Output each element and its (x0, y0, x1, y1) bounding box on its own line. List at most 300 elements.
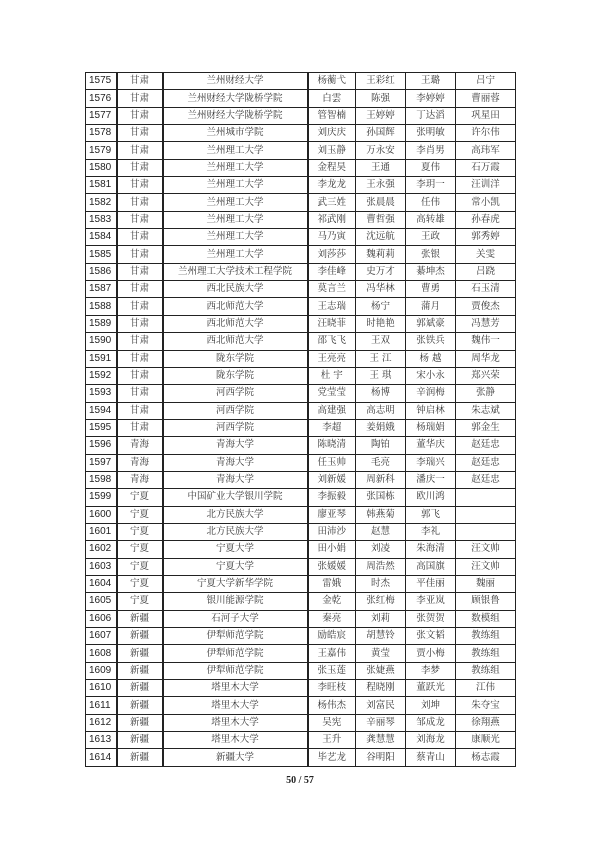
school-cell: 西北师范大学 (163, 333, 308, 350)
member-2-cell: 张晨晨 (356, 194, 406, 211)
member-2-cell: 时艳艳 (356, 315, 406, 332)
member-1-cell: 刘莎莎 (308, 246, 356, 263)
table-body (86, 73, 516, 767)
member-2-cell: 陈强 (356, 90, 406, 107)
member-2-cell: 毛亮 (356, 454, 406, 471)
school-cell: 塔里木大学 (163, 732, 308, 749)
member-2-cell: 谷明阳 (356, 749, 406, 766)
member-2-cell: 辛丽琴 (356, 714, 406, 731)
member-1-cell: 邵飞飞 (308, 333, 356, 350)
row-number-cell: 1575 (86, 73, 117, 90)
province-cell: 新疆 (117, 714, 163, 731)
table-row (86, 177, 516, 194)
member-1-cell: 杨伟杰 (308, 697, 356, 714)
school-cell: 兰州城市学院 (163, 125, 308, 142)
member-3-cell: 欧川鸿 (406, 489, 456, 506)
member-3-cell: 贾小梅 (406, 645, 456, 662)
member-3-cell: 张贺贺 (406, 610, 456, 627)
member-3-cell: 张文韬 (406, 628, 456, 645)
row-number-cell: 1608 (86, 645, 117, 662)
school-cell: 宁夏大学新华学院 (163, 575, 308, 592)
member-1-cell: 武三姓 (308, 194, 356, 211)
advisor-cell: 赵廷忠 (456, 437, 516, 454)
member-1-cell: 吴宪 (308, 714, 356, 731)
member-1-cell: 李振毅 (308, 489, 356, 506)
advisor-cell: 巩星田 (456, 107, 516, 124)
province-cell: 甘肃 (117, 419, 163, 436)
row-number-cell: 1583 (86, 211, 117, 228)
advisor-cell: 朱夺宝 (456, 697, 516, 714)
table-row (86, 333, 516, 350)
member-2-cell: 时杰 (356, 575, 406, 592)
advisor-cell: 汪文帅 (456, 541, 516, 558)
member-1-cell: 毕艺龙 (308, 749, 356, 766)
table-row (86, 211, 516, 228)
member-2-cell: 高志明 (356, 402, 406, 419)
advisor-cell: 朱志斌 (456, 402, 516, 419)
province-cell: 宁夏 (117, 489, 163, 506)
province-cell: 甘肃 (117, 159, 163, 176)
member-2-cell: 刘凌 (356, 541, 406, 558)
advisor-cell: 魏丽 (456, 575, 516, 592)
advisor-cell: 吕宁 (456, 73, 516, 90)
member-3-cell: 蒲月 (406, 298, 456, 315)
member-3-cell: 宋小永 (406, 367, 456, 384)
member-2-cell: 王永强 (356, 177, 406, 194)
member-1-cell: 党莹莹 (308, 385, 356, 402)
member-2-cell: 王双 (356, 333, 406, 350)
row-number-cell: 1594 (86, 402, 117, 419)
member-1-cell: 张媛媛 (308, 558, 356, 575)
table-row (86, 73, 516, 90)
advisor-cell: 汪训洋 (456, 177, 516, 194)
table-row (86, 558, 516, 575)
advisor-cell: 江伟 (456, 680, 516, 697)
row-number-cell: 1600 (86, 506, 117, 523)
member-3-cell: 任伟 (406, 194, 456, 211)
row-number-cell: 1610 (86, 680, 117, 697)
province-cell: 宁夏 (117, 575, 163, 592)
province-cell: 甘肃 (117, 211, 163, 228)
advisor-cell: 高玮军 (456, 142, 516, 159)
member-2-cell: 王 琪 (356, 367, 406, 384)
member-3-cell: 杨瑞娟 (406, 419, 456, 436)
member-2-cell: 杨宁 (356, 298, 406, 315)
province-cell: 青海 (117, 471, 163, 488)
province-cell: 甘肃 (117, 246, 163, 263)
table-row (86, 697, 516, 714)
school-cell: 青海大学 (163, 471, 308, 488)
member-2-cell: 姜娟娥 (356, 419, 406, 436)
province-cell: 甘肃 (117, 107, 163, 124)
province-cell: 青海 (117, 454, 163, 471)
province-cell: 新疆 (117, 749, 163, 766)
member-2-cell: 赵慧 (356, 523, 406, 540)
member-1-cell: 刘庆庆 (308, 125, 356, 142)
row-number-cell: 1606 (86, 610, 117, 627)
member-3-cell: 潘庆一 (406, 471, 456, 488)
member-1-cell: 杨蘅弋 (308, 73, 356, 90)
member-2-cell: 张国栋 (356, 489, 406, 506)
row-number-cell: 1612 (86, 714, 117, 731)
row-number-cell: 1593 (86, 385, 117, 402)
table-row (86, 541, 516, 558)
school-cell: 兰州理工大学 (163, 142, 308, 159)
school-cell: 兰州理工大学 (163, 159, 308, 176)
member-3-cell: 高国旗 (406, 558, 456, 575)
table-row (86, 489, 516, 506)
member-3-cell: 钟启林 (406, 402, 456, 419)
school-cell: 石河子大学 (163, 610, 308, 627)
member-2-cell: 周新科 (356, 471, 406, 488)
advisor-cell: 魏伟一 (456, 333, 516, 350)
member-2-cell: 王婷婷 (356, 107, 406, 124)
member-1-cell: 李龙龙 (308, 177, 356, 194)
school-cell: 兰州理工大学技术工程学院 (163, 263, 308, 280)
province-cell: 甘肃 (117, 125, 163, 142)
school-cell: 伊犁师范学院 (163, 628, 308, 645)
member-3-cell: 郭飞 (406, 506, 456, 523)
member-1-cell: 李佳峰 (308, 263, 356, 280)
member-3-cell: 李肖男 (406, 142, 456, 159)
advisor-cell: 数模组 (456, 610, 516, 627)
province-cell: 宁夏 (117, 558, 163, 575)
province-cell: 甘肃 (117, 315, 163, 332)
row-number-cell: 1614 (86, 749, 117, 766)
advisor-cell: 教练组 (456, 628, 516, 645)
member-1-cell: 田小娟 (308, 541, 356, 558)
advisor-cell: 赵廷忠 (456, 471, 516, 488)
advisor-cell: 冯慧芳 (456, 315, 516, 332)
member-3-cell: 夏伟 (406, 159, 456, 176)
member-1-cell: 王志瑞 (308, 298, 356, 315)
row-number-cell: 1591 (86, 350, 117, 367)
member-1-cell: 廖亚琴 (308, 506, 356, 523)
school-cell: 兰州理工大学 (163, 211, 308, 228)
member-1-cell: 李超 (308, 419, 356, 436)
advisor-cell: 许尔伟 (456, 125, 516, 142)
school-cell: 河西学院 (163, 402, 308, 419)
member-2-cell: 杨博 (356, 385, 406, 402)
member-3-cell: 李亚岚 (406, 593, 456, 610)
table-row (86, 645, 516, 662)
advisor-cell: 周华龙 (456, 350, 516, 367)
province-cell: 新疆 (117, 645, 163, 662)
table-row (86, 714, 516, 731)
school-cell: 银川能源学院 (163, 593, 308, 610)
row-number-cell: 1584 (86, 229, 117, 246)
advisor-cell (456, 523, 516, 540)
advisor-cell (456, 489, 516, 506)
school-cell: 兰州理工大学 (163, 246, 308, 263)
row-number-cell: 1581 (86, 177, 117, 194)
school-cell: 伊犁师范学院 (163, 645, 308, 662)
member-1-cell: 金乾 (308, 593, 356, 610)
member-3-cell: 李婷婷 (406, 90, 456, 107)
table-row (86, 194, 516, 211)
table-row (86, 125, 516, 142)
row-number-cell: 1579 (86, 142, 117, 159)
table-row (86, 419, 516, 436)
table-row (86, 350, 516, 367)
province-cell: 宁夏 (117, 506, 163, 523)
province-cell: 新疆 (117, 680, 163, 697)
school-cell: 宁夏大学 (163, 558, 308, 575)
province-cell: 新疆 (117, 697, 163, 714)
row-number-cell: 1604 (86, 575, 117, 592)
province-cell: 新疆 (117, 662, 163, 679)
row-number-cell: 1601 (86, 523, 117, 540)
row-number-cell: 1611 (86, 697, 117, 714)
school-cell: 西北师范大学 (163, 298, 308, 315)
school-cell: 陇东学院 (163, 367, 308, 384)
member-3-cell: 蔡青山 (406, 749, 456, 766)
advisor-cell: 常小凯 (456, 194, 516, 211)
member-2-cell: 张婕燕 (356, 662, 406, 679)
member-3-cell: 辛润梅 (406, 385, 456, 402)
row-number-cell: 1578 (86, 125, 117, 142)
member-2-cell: 胡慧铃 (356, 628, 406, 645)
row-number-cell: 1587 (86, 281, 117, 298)
advisor-cell (456, 506, 516, 523)
member-3-cell: 朱海清 (406, 541, 456, 558)
table-row (86, 593, 516, 610)
page-number: 50 / 57 (286, 775, 314, 786)
member-2-cell: 王 江 (356, 350, 406, 367)
member-3-cell: 王政 (406, 229, 456, 246)
province-cell: 甘肃 (117, 298, 163, 315)
table-row (86, 662, 516, 679)
school-cell: 新疆大学 (163, 749, 308, 766)
member-2-cell: 孙国辉 (356, 125, 406, 142)
member-1-cell: 雷娥 (308, 575, 356, 592)
table-row (86, 523, 516, 540)
member-3-cell: 张明敏 (406, 125, 456, 142)
school-cell: 中国矿业大学银川学院 (163, 489, 308, 506)
member-1-cell: 王升 (308, 732, 356, 749)
member-2-cell: 张红梅 (356, 593, 406, 610)
member-2-cell: 程晓刚 (356, 680, 406, 697)
row-number-cell: 1605 (86, 593, 117, 610)
row-number-cell: 1596 (86, 437, 117, 454)
school-cell: 北方民族大学 (163, 523, 308, 540)
school-cell: 塔里木大学 (163, 680, 308, 697)
member-1-cell: 张玉莲 (308, 662, 356, 679)
row-number-cell: 1576 (86, 90, 117, 107)
table-row (86, 454, 516, 471)
advisor-cell: 汪文帅 (456, 558, 516, 575)
table-row (86, 732, 516, 749)
member-3-cell: 曹勇 (406, 281, 456, 298)
member-3-cell: 平佳丽 (406, 575, 456, 592)
province-cell: 甘肃 (117, 367, 163, 384)
member-3-cell: 李梦 (406, 662, 456, 679)
row-number-cell: 1599 (86, 489, 117, 506)
school-cell: 北方民族大学 (163, 506, 308, 523)
member-2-cell: 陶铂 (356, 437, 406, 454)
member-2-cell: 龚慧慧 (356, 732, 406, 749)
row-number-cell: 1592 (86, 367, 117, 384)
school-cell: 河西学院 (163, 419, 308, 436)
member-3-cell: 董跃光 (406, 680, 456, 697)
member-2-cell: 史万才 (356, 263, 406, 280)
table-row (86, 610, 516, 627)
advisor-cell: 康顺光 (456, 732, 516, 749)
member-2-cell: 王彩红 (356, 73, 406, 90)
table-row (86, 575, 516, 592)
school-cell: 青海大学 (163, 437, 308, 454)
table-row (86, 298, 516, 315)
school-cell: 塔里木大学 (163, 697, 308, 714)
member-1-cell: 王嘉伟 (308, 645, 356, 662)
award-table (85, 72, 516, 767)
advisor-cell: 顾银鲁 (456, 593, 516, 610)
member-2-cell: 曹哲强 (356, 211, 406, 228)
advisor-cell: 徐翔燕 (456, 714, 516, 731)
table-row (86, 142, 516, 159)
member-3-cell: 董华庆 (406, 437, 456, 454)
row-number-cell: 1603 (86, 558, 117, 575)
advisor-cell: 孙春虎 (456, 211, 516, 228)
row-number-cell: 1585 (86, 246, 117, 263)
advisor-cell: 贾俊杰 (456, 298, 516, 315)
member-2-cell: 周浩然 (356, 558, 406, 575)
advisor-cell: 石万霞 (456, 159, 516, 176)
row-number-cell: 1586 (86, 263, 117, 280)
member-1-cell: 杜 宇 (308, 367, 356, 384)
school-cell: 兰州财经大学陇桥学院 (163, 90, 308, 107)
row-number-cell: 1595 (86, 419, 117, 436)
member-1-cell: 祁武刚 (308, 211, 356, 228)
table-row (86, 315, 516, 332)
school-cell: 兰州理工大学 (163, 177, 308, 194)
school-cell: 西北师范大学 (163, 315, 308, 332)
school-cell: 兰州理工大学 (163, 229, 308, 246)
row-number-cell: 1607 (86, 628, 117, 645)
school-cell: 宁夏大学 (163, 541, 308, 558)
member-2-cell: 韩燕菊 (356, 506, 406, 523)
member-3-cell: 李礼 (406, 523, 456, 540)
row-number-cell: 1589 (86, 315, 117, 332)
school-cell: 塔里木大学 (163, 714, 308, 731)
table-row (86, 506, 516, 523)
province-cell: 新疆 (117, 610, 163, 627)
province-cell: 甘肃 (117, 90, 163, 107)
member-2-cell: 王通 (356, 159, 406, 176)
member-3-cell: 张铁兵 (406, 333, 456, 350)
advisor-cell: 教练组 (456, 662, 516, 679)
table-row (86, 471, 516, 488)
member-2-cell: 冯华林 (356, 281, 406, 298)
province-cell: 甘肃 (117, 177, 163, 194)
row-number-cell: 1588 (86, 298, 117, 315)
province-cell: 宁夏 (117, 523, 163, 540)
member-3-cell: 王璐 (406, 73, 456, 90)
advisor-cell: 郭金生 (456, 419, 516, 436)
member-2-cell: 黄莹 (356, 645, 406, 662)
province-cell: 甘肃 (117, 142, 163, 159)
member-1-cell: 马乃寅 (308, 229, 356, 246)
province-cell: 青海 (117, 437, 163, 454)
school-cell: 兰州财经大学 (163, 73, 308, 90)
province-cell: 甘肃 (117, 333, 163, 350)
member-3-cell: 刘坤 (406, 697, 456, 714)
province-cell: 甘肃 (117, 402, 163, 419)
row-number-cell: 1580 (86, 159, 117, 176)
advisor-cell: 张静 (456, 385, 516, 402)
member-2-cell: 刘富民 (356, 697, 406, 714)
province-cell: 新疆 (117, 732, 163, 749)
row-number-cell: 1590 (86, 333, 117, 350)
row-number-cell: 1577 (86, 107, 117, 124)
table-row (86, 437, 516, 454)
table-row (86, 229, 516, 246)
member-3-cell: 高转雄 (406, 211, 456, 228)
member-1-cell: 刘新媛 (308, 471, 356, 488)
row-number-cell: 1602 (86, 541, 117, 558)
advisor-cell: 郑兴荣 (456, 367, 516, 384)
table-row (86, 367, 516, 384)
advisor-cell: 曹丽蓉 (456, 90, 516, 107)
member-3-cell: 杨 越 (406, 350, 456, 367)
province-cell: 宁夏 (117, 593, 163, 610)
advisor-cell: 郭秀婷 (456, 229, 516, 246)
member-3-cell: 綦坤杰 (406, 263, 456, 280)
province-cell: 甘肃 (117, 385, 163, 402)
province-cell: 甘肃 (117, 73, 163, 90)
member-3-cell: 丁达滔 (406, 107, 456, 124)
school-cell: 兰州财经大学陇桥学院 (163, 107, 308, 124)
province-cell: 宁夏 (117, 541, 163, 558)
member-3-cell: 邹成龙 (406, 714, 456, 731)
school-cell: 西北民族大学 (163, 281, 308, 298)
member-2-cell: 魏莉莉 (356, 246, 406, 263)
school-cell: 河西学院 (163, 385, 308, 402)
province-cell: 新疆 (117, 628, 163, 645)
member-3-cell: 郭斌豪 (406, 315, 456, 332)
row-number-cell: 1609 (86, 662, 117, 679)
member-1-cell: 金程昊 (308, 159, 356, 176)
member-1-cell: 励皓宸 (308, 628, 356, 645)
advisor-cell: 石玉清 (456, 281, 516, 298)
province-cell: 甘肃 (117, 194, 163, 211)
member-3-cell: 李玥一 (406, 177, 456, 194)
province-cell: 甘肃 (117, 281, 163, 298)
row-number-cell: 1582 (86, 194, 117, 211)
table-row (86, 263, 516, 280)
member-3-cell: 李瑞兴 (406, 454, 456, 471)
member-1-cell: 刘玉静 (308, 142, 356, 159)
member-2-cell: 刘莉 (356, 610, 406, 627)
member-1-cell: 管智楠 (308, 107, 356, 124)
advisor-cell: 杨志霞 (456, 749, 516, 766)
table-row (86, 281, 516, 298)
advisor-cell: 吕跷 (456, 263, 516, 280)
member-2-cell: 沈远航 (356, 229, 406, 246)
member-1-cell: 莫言兰 (308, 281, 356, 298)
member-1-cell: 汪晓菲 (308, 315, 356, 332)
school-cell: 陇东学院 (163, 350, 308, 367)
table-row (86, 90, 516, 107)
table-row (86, 246, 516, 263)
school-cell: 伊犁师范学院 (163, 662, 308, 679)
row-number-cell: 1613 (86, 732, 117, 749)
row-number-cell: 1598 (86, 471, 117, 488)
table-row (86, 680, 516, 697)
table-row (86, 749, 516, 766)
member-1-cell: 李旺枝 (308, 680, 356, 697)
member-3-cell: 张银 (406, 246, 456, 263)
